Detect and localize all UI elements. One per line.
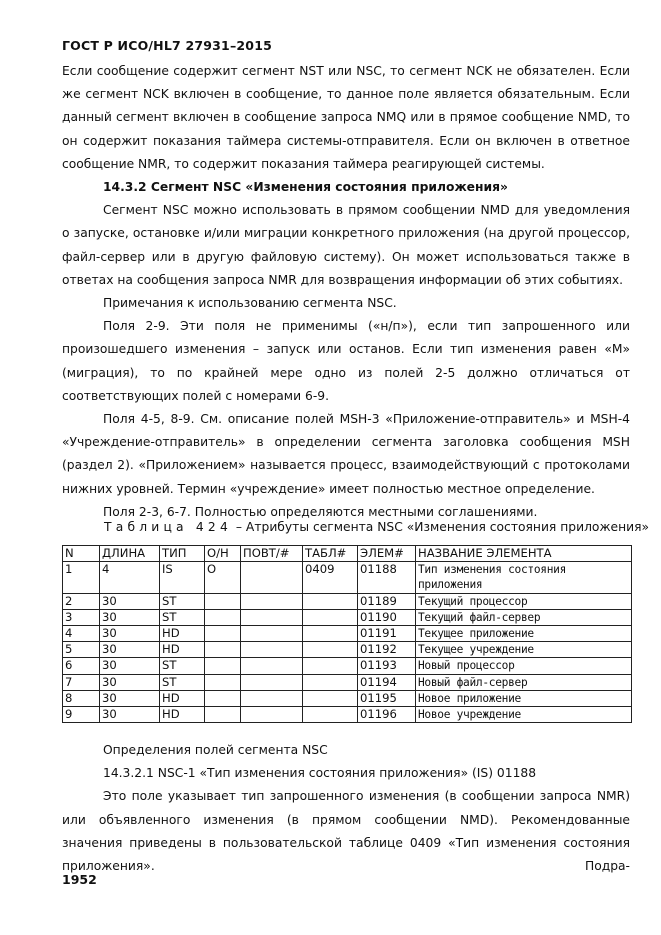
table-cell	[303, 609, 358, 625]
table-cell: 01194	[358, 674, 416, 690]
table-row	[63, 642, 632, 658]
table-cell: 1	[63, 562, 100, 593]
table-row	[63, 707, 632, 723]
table-cell	[205, 690, 241, 706]
table-cell: HD	[160, 626, 205, 642]
table-cell	[303, 707, 358, 723]
table-row	[63, 674, 632, 690]
table-row	[63, 562, 632, 593]
table-row	[63, 609, 632, 625]
table-cell	[241, 626, 303, 642]
table-cell: 6	[63, 658, 100, 674]
table-cell: 01192	[358, 642, 416, 658]
table-row	[63, 658, 632, 674]
section-text-block	[62, 176, 630, 524]
section-heading: 14.3.2 Сегмент NSC «Изменения состояния приложения»	[103, 180, 508, 194]
table-cell	[303, 690, 358, 706]
table-cell	[205, 626, 241, 642]
table-cell: Новое приложение	[416, 690, 632, 706]
table-cell	[303, 593, 358, 609]
table-cell	[241, 593, 303, 609]
table-cell: 01195	[358, 690, 416, 706]
paragraph: Сегмент NSC можно использовать в прямом сообщении NMD для уведомления о запуске, остановке и/или миграции конкретного приложения (на другой процессор, файл-сервер или в другую файловую систему). Он может использоваться также в ответах на сообщения запроса NMR для возвращения информации об этих событиях.	[62, 203, 630, 287]
column-header: ТАБЛ#	[303, 546, 358, 562]
table-cell: 30	[100, 642, 160, 658]
table-cell: 0409	[303, 562, 358, 593]
definitions-subheading: 14.3.2.1 NSC-1 «Тип изменения состояния приложения» (IS) 01188	[103, 766, 537, 781]
table-header-row	[63, 546, 632, 562]
paragraph: Если сообщение содержит сегмент NST или NSC, то сегмент NCK не обязателен. Если же сегмент NCK включен в сообщение, то данное поле является обязательным. Если данный сегмент включен в сообщение запроса NMQ или в прямое сообщение NMD, то он содержит показания таймера системы-отправителя. Если он включен в ответное сообщение NMR, то содержит показания таймера реагирующей системы.	[62, 64, 630, 171]
table-cell: 4	[100, 562, 160, 593]
table-cell: Новый файл-сервер	[416, 674, 632, 690]
table-cell	[303, 674, 358, 690]
table-cell: Новый процессор	[416, 658, 632, 674]
table-cell: ST	[160, 609, 205, 625]
table-row	[63, 626, 632, 642]
document-header: ГОСТ Р ИСО/HL7 27931–2015	[62, 38, 272, 53]
table-row	[63, 690, 632, 706]
table-cell	[205, 609, 241, 625]
column-header: О/Н	[205, 546, 241, 562]
table-cell	[205, 707, 241, 723]
table-cell: Новое учреждение	[416, 707, 632, 723]
table-cell: Текущее учреждение	[416, 642, 632, 658]
column-header: ПОВТ/#	[241, 546, 303, 562]
table-cell	[303, 642, 358, 658]
column-header: ТИП	[160, 546, 205, 562]
table-cell: HD	[160, 642, 205, 658]
table-cell: HD	[160, 690, 205, 706]
table-cell: 30	[100, 626, 160, 642]
table-cell	[205, 658, 241, 674]
paragraph: Примечания к использованию сегмента NSC.	[103, 296, 397, 311]
table-cell: 01188	[358, 562, 416, 593]
table-cell: 9	[63, 707, 100, 723]
table-cell: 8	[63, 690, 100, 706]
table-cell: HD	[160, 707, 205, 723]
paragraph: Поля 2-3, 6-7. Полностью определяются местными соглашениями.	[103, 504, 538, 519]
table-cell: IS	[160, 562, 205, 593]
table-cell: ST	[160, 658, 205, 674]
table-cell	[241, 609, 303, 625]
column-header: НАЗВАНИЕ ЭЛЕМЕНТА	[416, 546, 632, 562]
table-cell: 30	[100, 593, 160, 609]
column-header: ДЛИНА	[100, 546, 160, 562]
table-cell: 4	[63, 626, 100, 642]
table-cell	[241, 707, 303, 723]
table-cell: Тип изменения состояния приложения	[416, 562, 632, 593]
table-cell: 2	[63, 593, 100, 609]
table-row	[63, 593, 632, 609]
table-body	[63, 562, 632, 723]
table-cell: 30	[100, 674, 160, 690]
table-cell	[241, 690, 303, 706]
table-cell: ST	[160, 593, 205, 609]
table-cell: 01193	[358, 658, 416, 674]
table-cell: 7	[63, 674, 100, 690]
table-cell: 3	[63, 609, 100, 625]
table-cell	[241, 674, 303, 690]
paragraph: Это поле указывает тип запрошенного изменения (в сообщении запроса NMR) или объявленного изменения (в прямом сообщении NMD). Рекомендованные значения приведены в пользовательской таблице 0409 «Тип изменения состояния приложения». Подра-	[62, 789, 630, 874]
table-cell: ST	[160, 674, 205, 690]
intro-text-block	[62, 60, 630, 176]
table-cell	[241, 562, 303, 593]
table-cell: Текущее приложение	[416, 626, 632, 642]
table-cell: 30	[100, 658, 160, 674]
table-cell	[303, 626, 358, 642]
table-cell: 30	[100, 690, 160, 706]
table-caption	[104, 520, 649, 534]
table-cell	[241, 658, 303, 674]
paragraph: Поля 4-5, 8-9. См. описание полей MSH-3 «Приложение-отправитель» и MSH-4 «Учреждение-отправитель» в определении сегмента заголовка сообщения MSH (раздел 2). «Приложением» называется процесс, взаимодействующий с протоколами нижних уровней. Термин «учреждение» имеет полностью местное определение.	[62, 412, 630, 496]
table-cell	[241, 642, 303, 658]
attributes-table	[62, 545, 632, 723]
table-cell: 5	[63, 642, 100, 658]
column-header: N	[63, 546, 100, 562]
table-cell: 01190	[358, 609, 416, 625]
table-cell: Текущий файл-сервер	[416, 609, 632, 625]
table-cell: O	[205, 562, 241, 593]
column-header: ЭЛЕМ#	[358, 546, 416, 562]
definitions-title: Определения полей сегмента NSC	[103, 743, 328, 757]
table-cell	[303, 658, 358, 674]
table-cell: Текущий процессор	[416, 593, 632, 609]
table-cell	[205, 642, 241, 658]
table-cell: 01189	[358, 593, 416, 609]
table-cell: 30	[100, 707, 160, 723]
page-number: 1952	[62, 872, 97, 887]
table-caption-label: Таблица 424	[104, 520, 232, 534]
table-cell: 01196	[358, 707, 416, 723]
table-caption-text: – Атрибуты сегмента NSC «Изменения состояния приложения»	[231, 520, 650, 534]
paragraph: Поля 2-9. Эти поля не применимы («н/п»), если тип запрошенного или произошедшего изменения – запуск или останов. Если тип изменения равен «M» (миграция), то по крайней мере одно из полей 2-5 должно отличаться от соответствующих полей с номерами 6-9.	[62, 319, 630, 403]
table-cell	[205, 593, 241, 609]
table-cell: 30	[100, 609, 160, 625]
definitions-text-block	[62, 739, 630, 878]
table-cell: 01191	[358, 626, 416, 642]
table-cell	[205, 674, 241, 690]
